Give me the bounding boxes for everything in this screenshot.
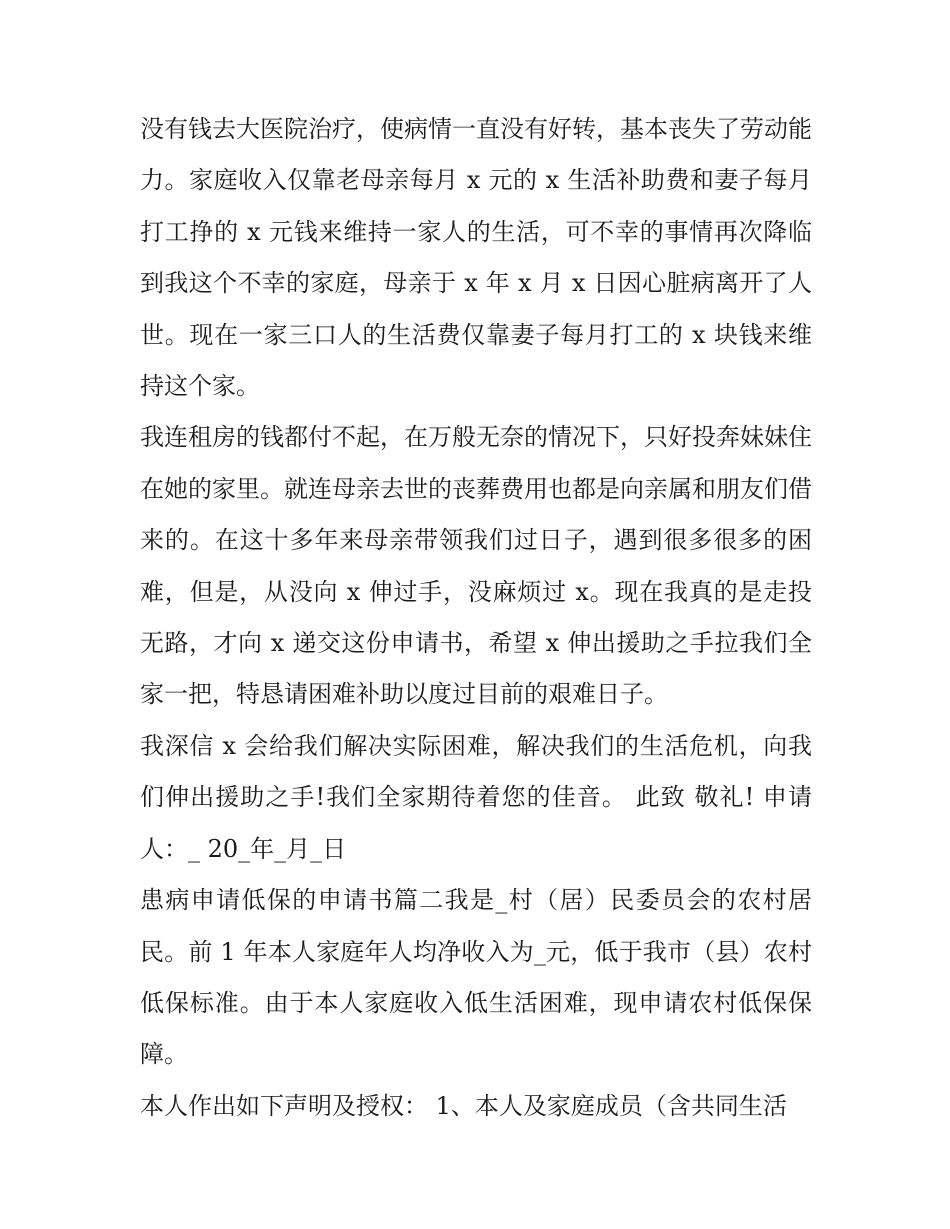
document-body: [140, 104, 812, 1132]
paragraph-5: 本人作出如下声明及授权： 1、本人及家庭成员（含共同生活: [140, 1091, 787, 1120]
paragraph-2: 我连租房的钱都付不起，在万般无奈的情况下，只好投奔妹妹住在她的家里。就连母亲去世的丧葬费用也都是向亲属和朋友们借来的。在这十多年来母亲带领我们过日子，遇到很多很多的困难，但是，从没向 x 伸过手，没麻烦过 x。现在我真的是走投无路，才向 x 递交这份申请书，希望 x 伸出援助之手拉我们全家一把，特恳请困难补助以度过目前的艰难日子。: [140, 423, 812, 709]
paragraph-4: 患病申请低保的申请书篇二我是_村（居）民委员会的农村居民。前 1 年本人家庭年人均净收入为_元，低于我市（县）农村低保标准。由于本人家庭收入低生活困难，现申请农村低保保障。: [140, 886, 812, 1069]
paragraph-3: 我深信 x 会给我们解决实际困难，解决我们的生活危机，向我们伸出援助之手!我们全家期待着您的佳音。 此致 敬礼! 申请人：_ 20_年_月_日: [140, 731, 812, 863]
paragraph-1: 没有钱去大医院治疗，使病情一直没有好转，基本丧失了劳动能力。家庭收入仅靠老母亲每月 x 元的 x 生活补助费和妻子每月打工挣的 x 元钱来维持一家人的生活，可不幸的事情再次降临到我这个不幸的家庭，母亲于 x 年 x 月 x 日因心脏病离开了人世。现在一家三口人的生活费仅靠妻子每月打工的 x 块钱来维持这个家。: [140, 115, 812, 401]
